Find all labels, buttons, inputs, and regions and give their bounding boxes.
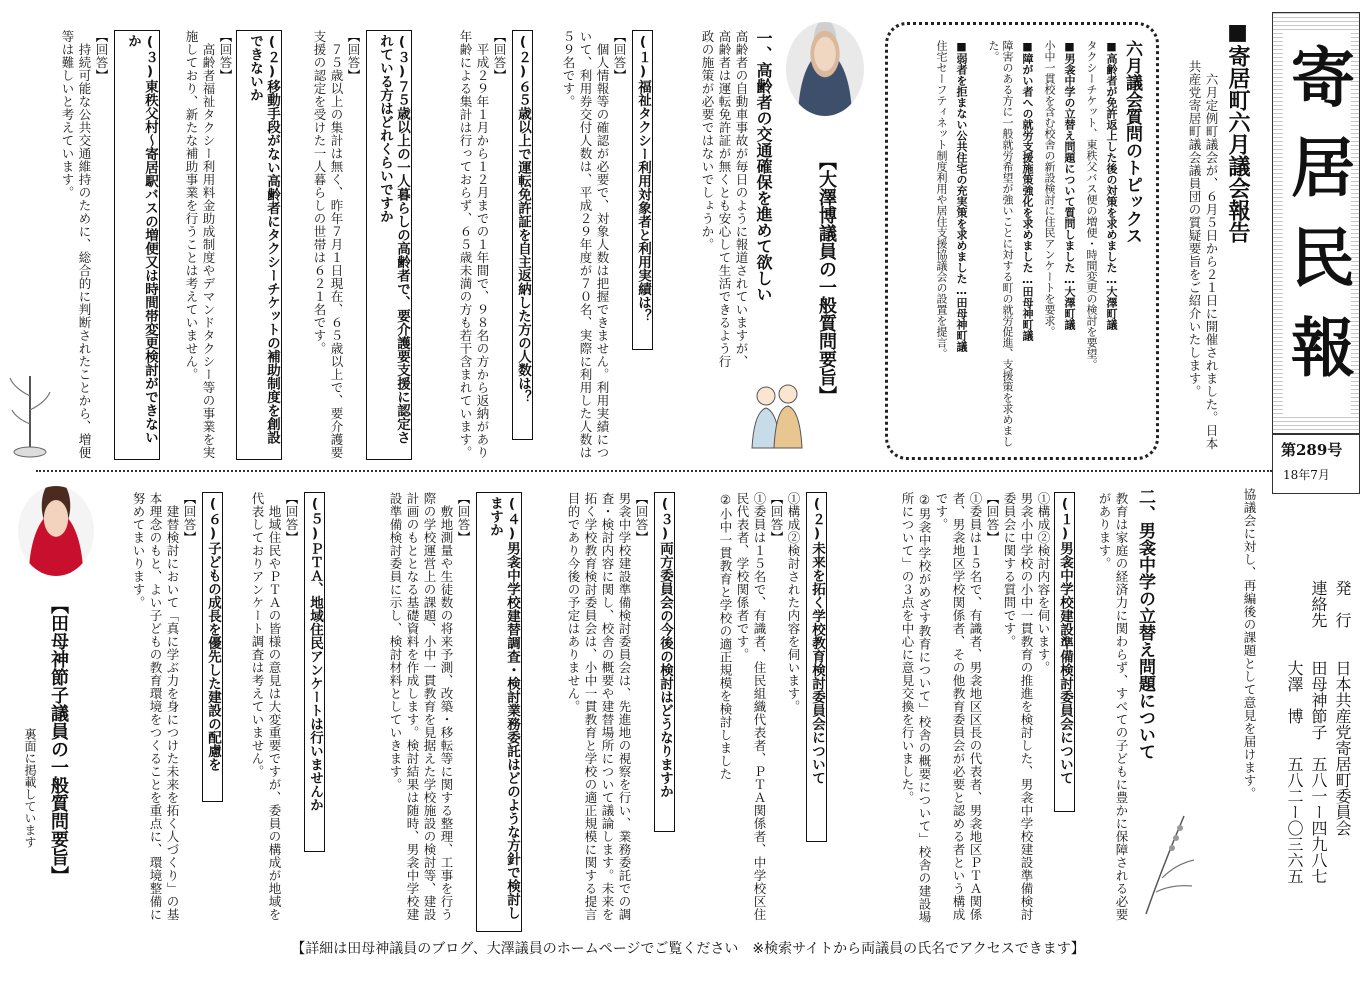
topics-heading: 六月議会質問のトピックス — [1122, 40, 1142, 244]
bamboo-illustration — [6, 366, 54, 458]
question-1: (１)福祉タクシー利用対象者と利用実績は？ — [632, 30, 653, 350]
tamogami-portrait-photo — [18, 486, 94, 576]
masthead — [1272, 12, 1360, 434]
osawa-title: 【大澤博議員の一般質問要旨】 — [816, 152, 837, 404]
answer-5: 【回答】 持続可能な公共交通維持のために、総合的に判断されたことから、増便等は難しいと考えています。 — [60, 30, 109, 459]
footer-note: 【詳細は田母神議員のブログ、大澤議員のホームページでご覧ください ※検索サイトから両議員の氏名でアクセスできます】 — [291, 941, 1085, 957]
question-11: (６)子どもの成長を優先した建設の配慮を — [202, 492, 223, 802]
question-7: (２)未来を拓く学校教育検討委員会について — [806, 492, 827, 842]
contact-line: 連絡先 田母神節子 五八一ー四九八七 — [1309, 580, 1328, 884]
publisher-info — [1282, 580, 1354, 920]
issue-number: 第289号 — [1281, 441, 1343, 459]
elderly-couple-illustration — [744, 378, 808, 450]
publisher-line: 発 行 日本共産党寄居町委員会 — [1333, 580, 1352, 836]
tamogami-subtitle: 裏面に掲載しています — [23, 728, 37, 848]
question-10: (５)ＰＴＡ、地域住民アンケートは行いませんか — [304, 492, 325, 852]
section-2-body: 教育は家庭の経済力に関わらず、すべての子どもに豊かに保障される必要があります。 — [1097, 492, 1129, 921]
question-6: (１)男衾中学校建設準備検討委員会について — [1054, 492, 1075, 812]
reply-to-council: 協議会に対し、再編後の課題として意見を届けます。 — [1242, 488, 1257, 800]
answer-8: 【回答】 男衾中学校建設準備検討委員会は、先進地の視察を行い、業務委託での調査・検討内容に関し、校舎の概要や建替場所について議論します。未来を拓く学校教育検討委員会は、小中一貫教育と学校の適正規模に関する提言目的であり今後の予定はありません。 — [566, 492, 649, 921]
report-intro: 六月定例町議会が、６月５日から２１日に開催されました。日本共産党寄居町議会議員団の質疑要旨をご紹介いたします。 — [1187, 60, 1219, 450]
osawa-portrait-photo — [786, 22, 864, 116]
section-divider — [36, 470, 1272, 472]
report-title: ■寄居町六月議会報告 — [1225, 20, 1250, 243]
tamogami-title: 【田母神節子議員の一般質問要旨】 — [48, 596, 69, 884]
section-1-body: 高齢者の自動車事故が毎日のように報道されていますが、高齢者は運転免許証が無くとも安心して生活できるよう行政の施策が必要ではないでしょうか。 — [700, 30, 749, 368]
answer-9: 【回答】 敷地測量や生徒数の将来予測、改築・移転等に関する整理、工事を行う際の学校運営上の課題、小中一貫教育を見据えた学校施設の検討等、建設計画のもととなる基礎資料を作成します。検討結果は随時、男衾中学校建設準備検討委員に示し、検討材料としていきます。 — [388, 492, 471, 921]
answer-4: 【回答】 高齢者福祉タクシー利用料金助成制度やデマンドタクシー等の事業を実施しており、新たな補助事業を行うことは考えていません。 — [184, 30, 233, 459]
answer-6: ①構成②検討内容を伺います。 男衾小中学校の小中一貫教育の推進を検討した、男衾中学校建設準備検討委員会に関する質問です。 【回答】 ①委員は１５名で、有識者、男衾地区区長の代表者、男衾地区ＰＴＡ関係者、男衾地区学校関係者、その他教育委員会が必要と認める者という構成です。 ②男衾中学校がめざす教育について」校舎の概要について」校舎の建設場所について」の３点を中心に意見交換を行いました。 — [900, 492, 1051, 924]
topic-2-body: 小中一貫校を含む校舎の新設検討に住民アンケートを要求。 — [1043, 40, 1056, 337]
topic-3-head: ■障がい者への就労支援施策強化を求めました…田母神町議 — [1021, 40, 1034, 341]
contact-line: 大澤 博 五八二ー〇三六五 — [1285, 580, 1304, 884]
question-5: (３)東秩父村～寄居駅バスの増便又は時間帯変更検討ができないか — [114, 30, 160, 460]
topic-3-body: 障害のある方に一般就労希望が強いことに対する町の就労促進、支援策を求めました。 — [987, 40, 1014, 447]
question-4: (２)移動手段がない高齢者にタクシーチケットの補助制度を創設できないか — [236, 30, 282, 460]
topic-1-head: ■高齢者が免許返上した後の対策を求めました…大澤町議 — [1105, 40, 1118, 330]
answer-11: 【回答】 建替検討において「真に学ぶ力を身につけた未来を拓く人づくり」の基本理念のもと、よい子どもの教育環境をつくることを重点に、環境整備に努めてまいります。 — [131, 492, 197, 921]
question-2: (２)６５歳以上で運転免許証を自主返納した方の人数は？ — [512, 30, 533, 440]
answer-2: 【回答】 平成２９年１月から１２月までの１年間で、９８名の方から返納があり年齢による集計は行っておらず、６５歳未満の方も若干含まれています。 — [458, 30, 507, 459]
question-8: (３)両方委員会の今後の検討はどうなりますか — [654, 492, 675, 832]
section-2-title: 二、男衾中学の立替え問題について — [1135, 488, 1155, 760]
answer-7: ①構成②検討された内容を伺います。 【回答】 ①委員は１５名で、有識者、住民組織代表者、ＰＴＡ関係者、中学校区住民代表者、学校関係者です。 ②小中一貫教育と学校の適正規模を検討しました — [718, 492, 801, 921]
answer-1: 【回答】 個人情報等の確認が必要で、対象人数は把握できません。利用実績について、利用券交付人数は、平成２９年度が７０名、実際に利用した人数は５９名です。 — [561, 30, 627, 459]
rice-plant-illustration — [1132, 808, 1202, 916]
question-9: (４)男衾中学校建替調査・検討業務委託はどのような方針で検討しますか — [476, 492, 522, 932]
topic-2-head: ■男衾中学の立替え問題について質問しました…大澤町議 — [1063, 40, 1076, 330]
newsletter-title: 寄居民報 — [1283, 31, 1351, 417]
topic-4-head: ■弱者を拒まない公共住宅の充実策を求めました…田母神町議 — [955, 40, 968, 352]
topic-4-body: 住宅セーフティネット制度利用や居住支援協議会の設置を提言。 — [935, 40, 948, 359]
issue-box — [1272, 434, 1360, 494]
answer-10: 【回答】 地域住民やＰＴＡの皆様の意見は大変重要ですが、委員の構成が地域を代表しておりアンケート調査は考えていません。 — [250, 492, 299, 921]
question-3: (３)７５歳以上の一人暮らしの高齢者で、要介護要支援に認定されている方はどれくらいですか — [366, 30, 412, 460]
answer-3: 【回答】 ７５歳以上の集計は無く、昨年７月１日現在、６５歳以上で、要介護要支援の認定を受けた一人暮らしの世帯は６２１名です。 — [312, 30, 361, 459]
section-1-title: 一、高齢者の交通確保を進めて欲しい — [754, 30, 773, 302]
issue-date: 18年7月 — [1283, 468, 1330, 482]
topic-1-body: タクシーチケット、東秩父バス便の増便・時間変更の検討を要望。 — [1085, 40, 1098, 370]
